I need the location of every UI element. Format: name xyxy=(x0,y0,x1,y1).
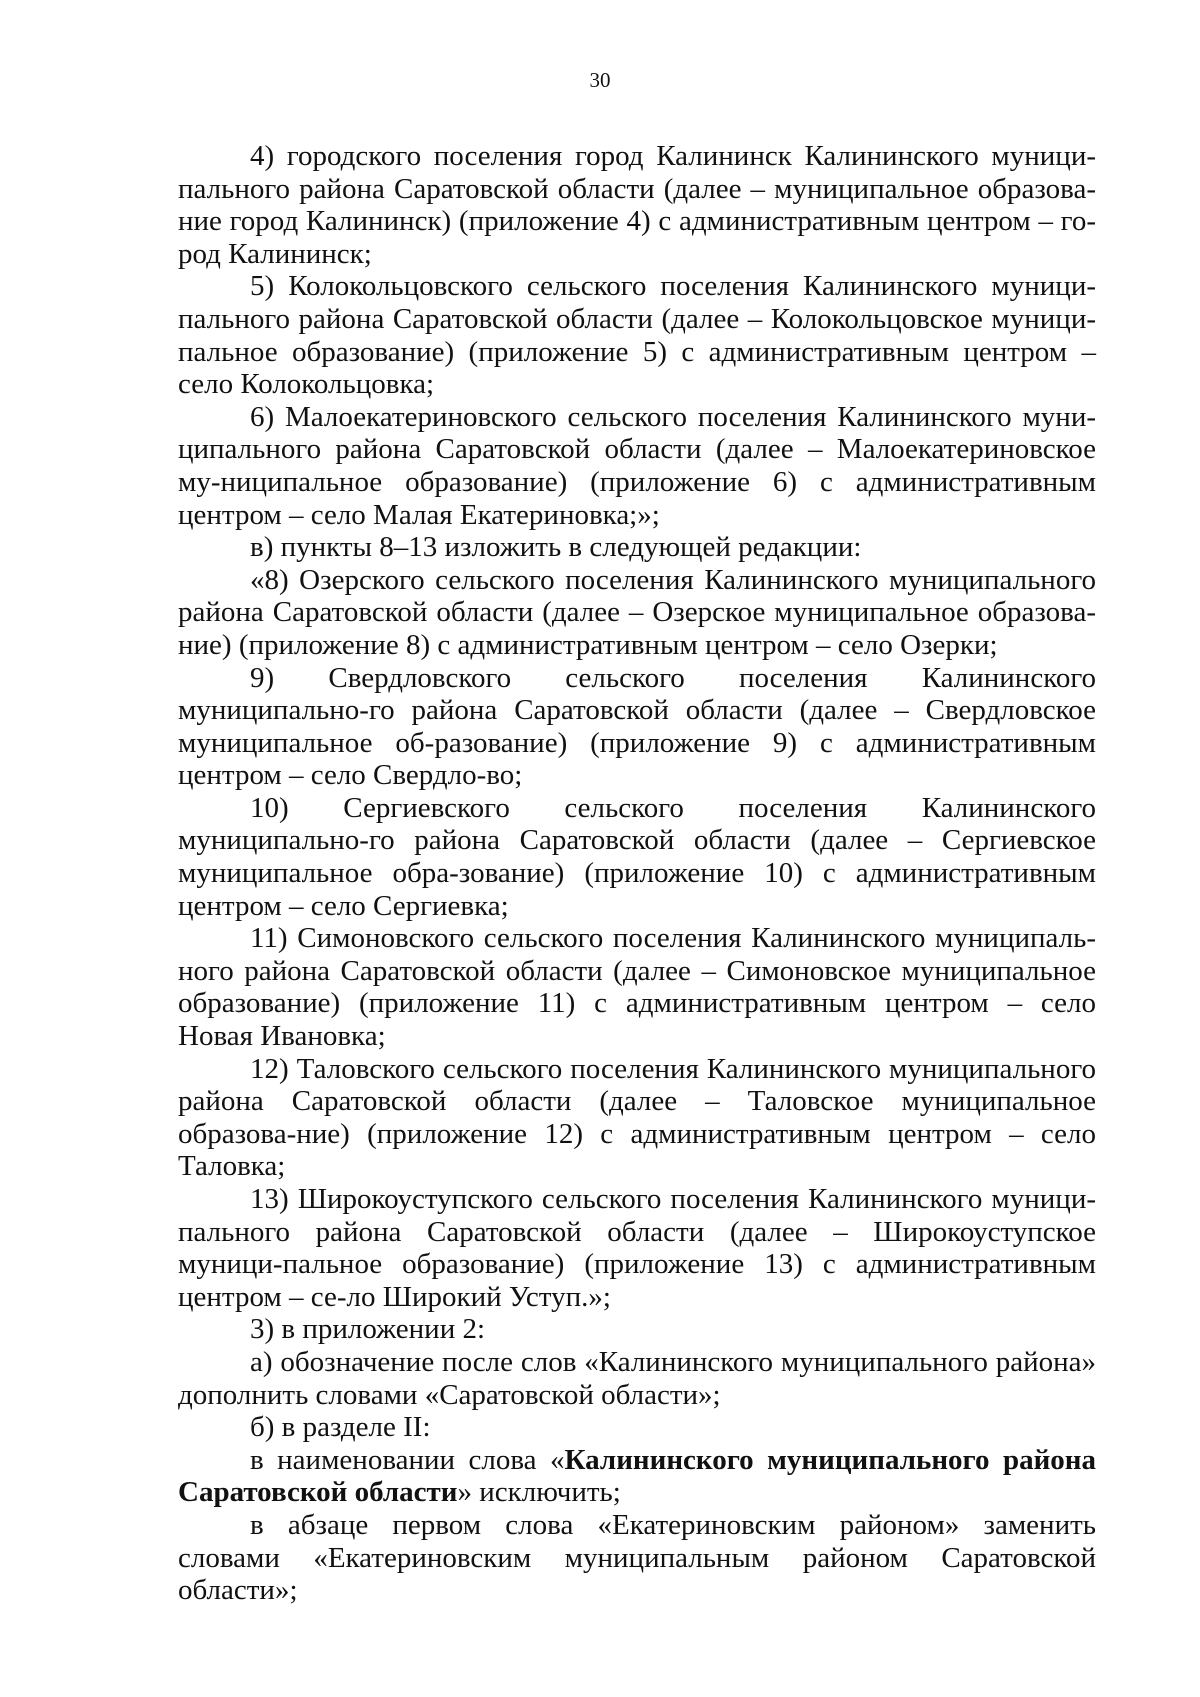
paragraph-item-5: 5) Колокольцовского сельского поселения Калининского муници-пального района Саратовской области (далее – Колокольцовское муници-пальное образование) (приложение 5) с административным центром – село Колокольцовка; xyxy=(178,270,1096,401)
paragraph-point-3: 3) в приложении 2: xyxy=(250,1313,486,1346)
paragraph-item-9: 9) Свердловского сельского поселения Калининского муниципально-го района Саратовской области (далее – Свердловское муниципальное об-разование) (приложение 9) с административным центром – село Свердло-во; xyxy=(178,661,1096,792)
page-number: 30 xyxy=(589,68,611,92)
paragraph-title-change xyxy=(178,1444,1096,1509)
paragraph-subpoint-v: в) пункты 8–13 изложить в следующей редакции: xyxy=(250,531,862,564)
paragraph-item-6: 6) Малоекатериновского сельского поселения Калининского муни-ципального района Саратовской области (далее – Малоекатериновское му-ниципальное образование) (приложение 6) с административным центром – село Малая Екатериновка;»; xyxy=(178,400,1096,531)
paragraph-subpoint-b: б) в разделе II: xyxy=(250,1411,431,1444)
document-body xyxy=(178,140,1096,1607)
paragraph-item-8: «8) Озерского сельского поселения Калининского муниципального района Саратовской области (далее – Озерское муниципальное образова-ние) (приложение 8) с административным центром – село Озерки; xyxy=(178,563,1096,661)
paragraph-first-paragraph-change: в абзаце первом слова «Екатериновским районом» заменить словами «Екатериновским муниципальным районом Саратовской области»; xyxy=(178,1508,1096,1607)
paragraph-text-before: в наименовании слова « xyxy=(250,1443,565,1476)
paragraph-subpoint-a: а) обозначение после слов «Калининского муниципального района» дополнить словами «Саратовской области»; xyxy=(178,1345,1096,1411)
paragraph-text-after: » исключить; xyxy=(457,1476,621,1509)
paragraph-bold-phrase: Калининского муниципального района Саратовской области xyxy=(178,1443,1096,1509)
paragraph-item-11: 11) Симоновского сельского поселения Калининского муниципаль-ного района Саратовской области (далее – Симоновское муниципальное образование) (приложение 11) с административным центром – село Новая Ивановка; xyxy=(178,922,1096,1053)
paragraph-item-13: 13) Широкоуступского сельского поселения Калининского муници-пального района Саратовской области (далее – Широкоуступское муници-пальное образование) (приложение 13) с административным центром – се-ло Широкий Уступ.»; xyxy=(178,1183,1096,1313)
paragraph-item-4: 4) городского поселения город Калининск Калининского муници-пального района Саратовской области (далее – муниципальное образова-ние город Калининск) (приложение 4) с административным центром – го-род Калининск; xyxy=(178,140,1096,270)
paragraph-item-12: 12) Таловского сельского поселения Калининского муниципального района Саратовской области (далее – Таловское муниципальное образова-ние) (приложение 12) с административным центром – село Таловка; xyxy=(178,1052,1096,1183)
paragraph-item-10: 10) Сергиевского сельского поселения Калининского муниципально-го района Саратовской области (далее – Сергиевское муниципальное обра-зование) (приложение 10) с административным центром – село Сергиевка; xyxy=(178,791,1096,922)
